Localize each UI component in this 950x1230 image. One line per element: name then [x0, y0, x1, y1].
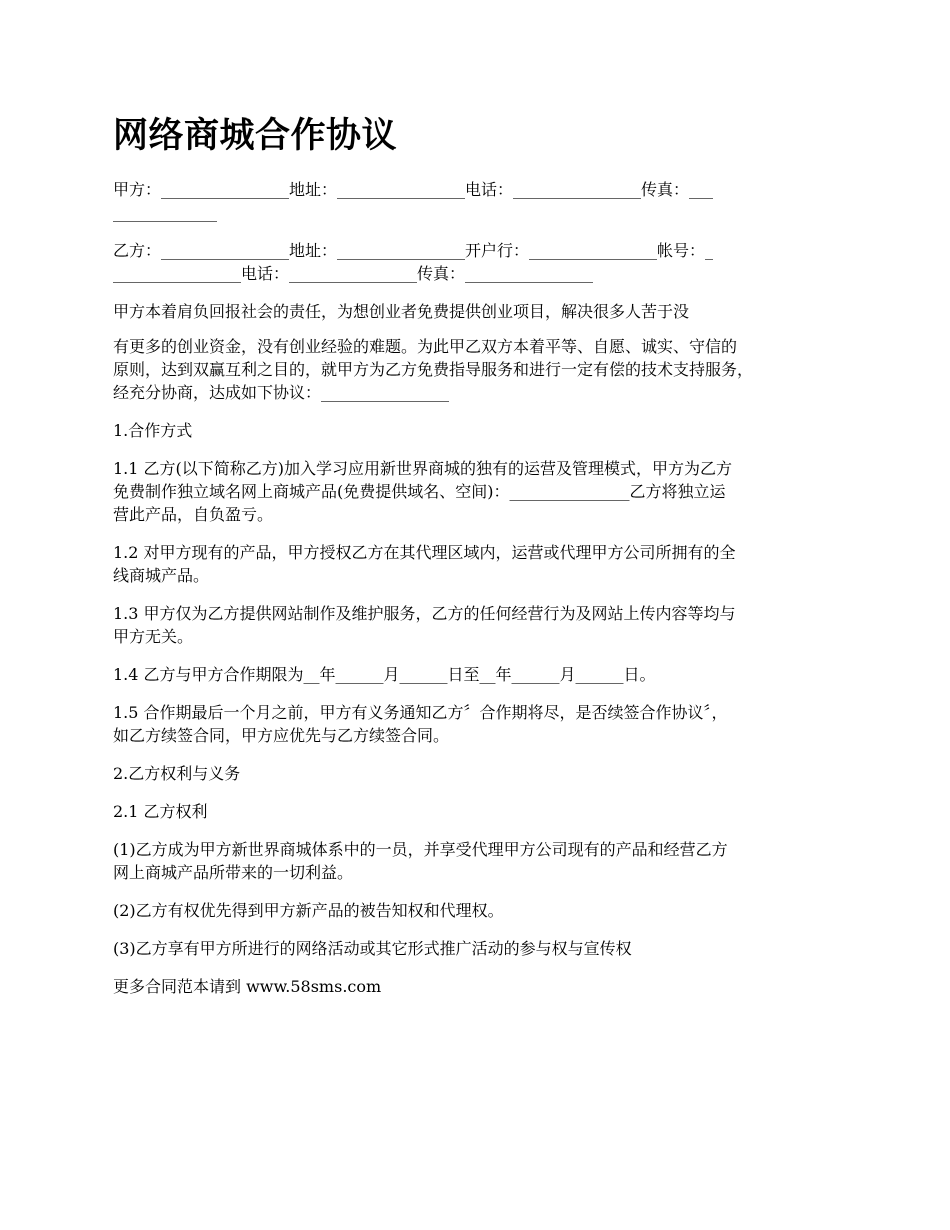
clause-2-1-item-3: (3)乙方享有甲方所进行的网络活动或其它形式推广活动的参与权与宣传权 [113, 939, 632, 958]
preamble-line-2: 有更多的创业资金，没有创业经验的难题。为此甲乙双方本着平等、自愿、诚实、守信的 原则，达到双赢互利之目的，就甲方为乙方免费指导服务和进行一定有偿的技术支持服务， 经充分协商，达成如下协议：________________ [113, 337, 754, 402]
clause-1-1: 1.1 乙方(以下简称乙方)加入学习应用新世界商城的独有的运营及管理模式，甲方为乙方 免费制作独立域名网上商城产品(免费提供域名、空间)：_______________乙方将独立运 营此产品，自负盈亏。 [113, 459, 733, 524]
preamble-line-1: 甲方本着肩负回报社会的责任，为想创业者免费提供创业项目，解决很多人苦于没 [113, 302, 690, 321]
clause-1-5: 1.5 合作期最后一个月之前，甲方有义务通知乙方〞合作期将尽，是否续签合作协议〞， 如乙方续签合同，甲方应优先与乙方续签合同。 [113, 703, 728, 745]
document-body [113, 178, 853, 1013]
clause-2-1-item-1: (1)乙方成为甲方新世界商城体系中的一员，并享受代理甲方公司现有的产品和经营乙方 网上商城产品所带来的一切利益。 [113, 840, 728, 882]
party-a-info: 甲方：________________地址：________________电话：________________传真：___ _____________ [113, 180, 714, 222]
section-2-heading: 2.乙方权利与义务 [113, 764, 241, 783]
clause-1-2: 1.2 对甲方现有的产品，甲方授权乙方在其代理区域内，运营或代理甲方公司所拥有的全 线商城产品。 [113, 543, 736, 585]
clause-2-1-heading: 2.1 乙方权利 [113, 802, 208, 821]
clause-1-3: 1.3 甲方仅为乙方提供网站制作及维护服务，乙方的任何经营行为及网站上传内容等均与 甲方无关。 [113, 604, 736, 646]
clause-2-1-item-2: (2)乙方有权优先得到甲方新产品的被告知权和代理权。 [113, 901, 504, 920]
footer-note: 更多合同范本请到 www.58sms.com [113, 977, 382, 996]
section-1-heading: 1.合作方式 [113, 421, 193, 440]
clause-1-4: 1.4 乙方与甲方合作期限为__年______月______日至__年______月______日。 [113, 665, 656, 684]
document-title: 网络商城合作协议 [113, 116, 398, 156]
party-b-info: 乙方：________________地址：________________开户行：________________帐号：_ ________________电话：________________传真：________________ [113, 241, 714, 283]
